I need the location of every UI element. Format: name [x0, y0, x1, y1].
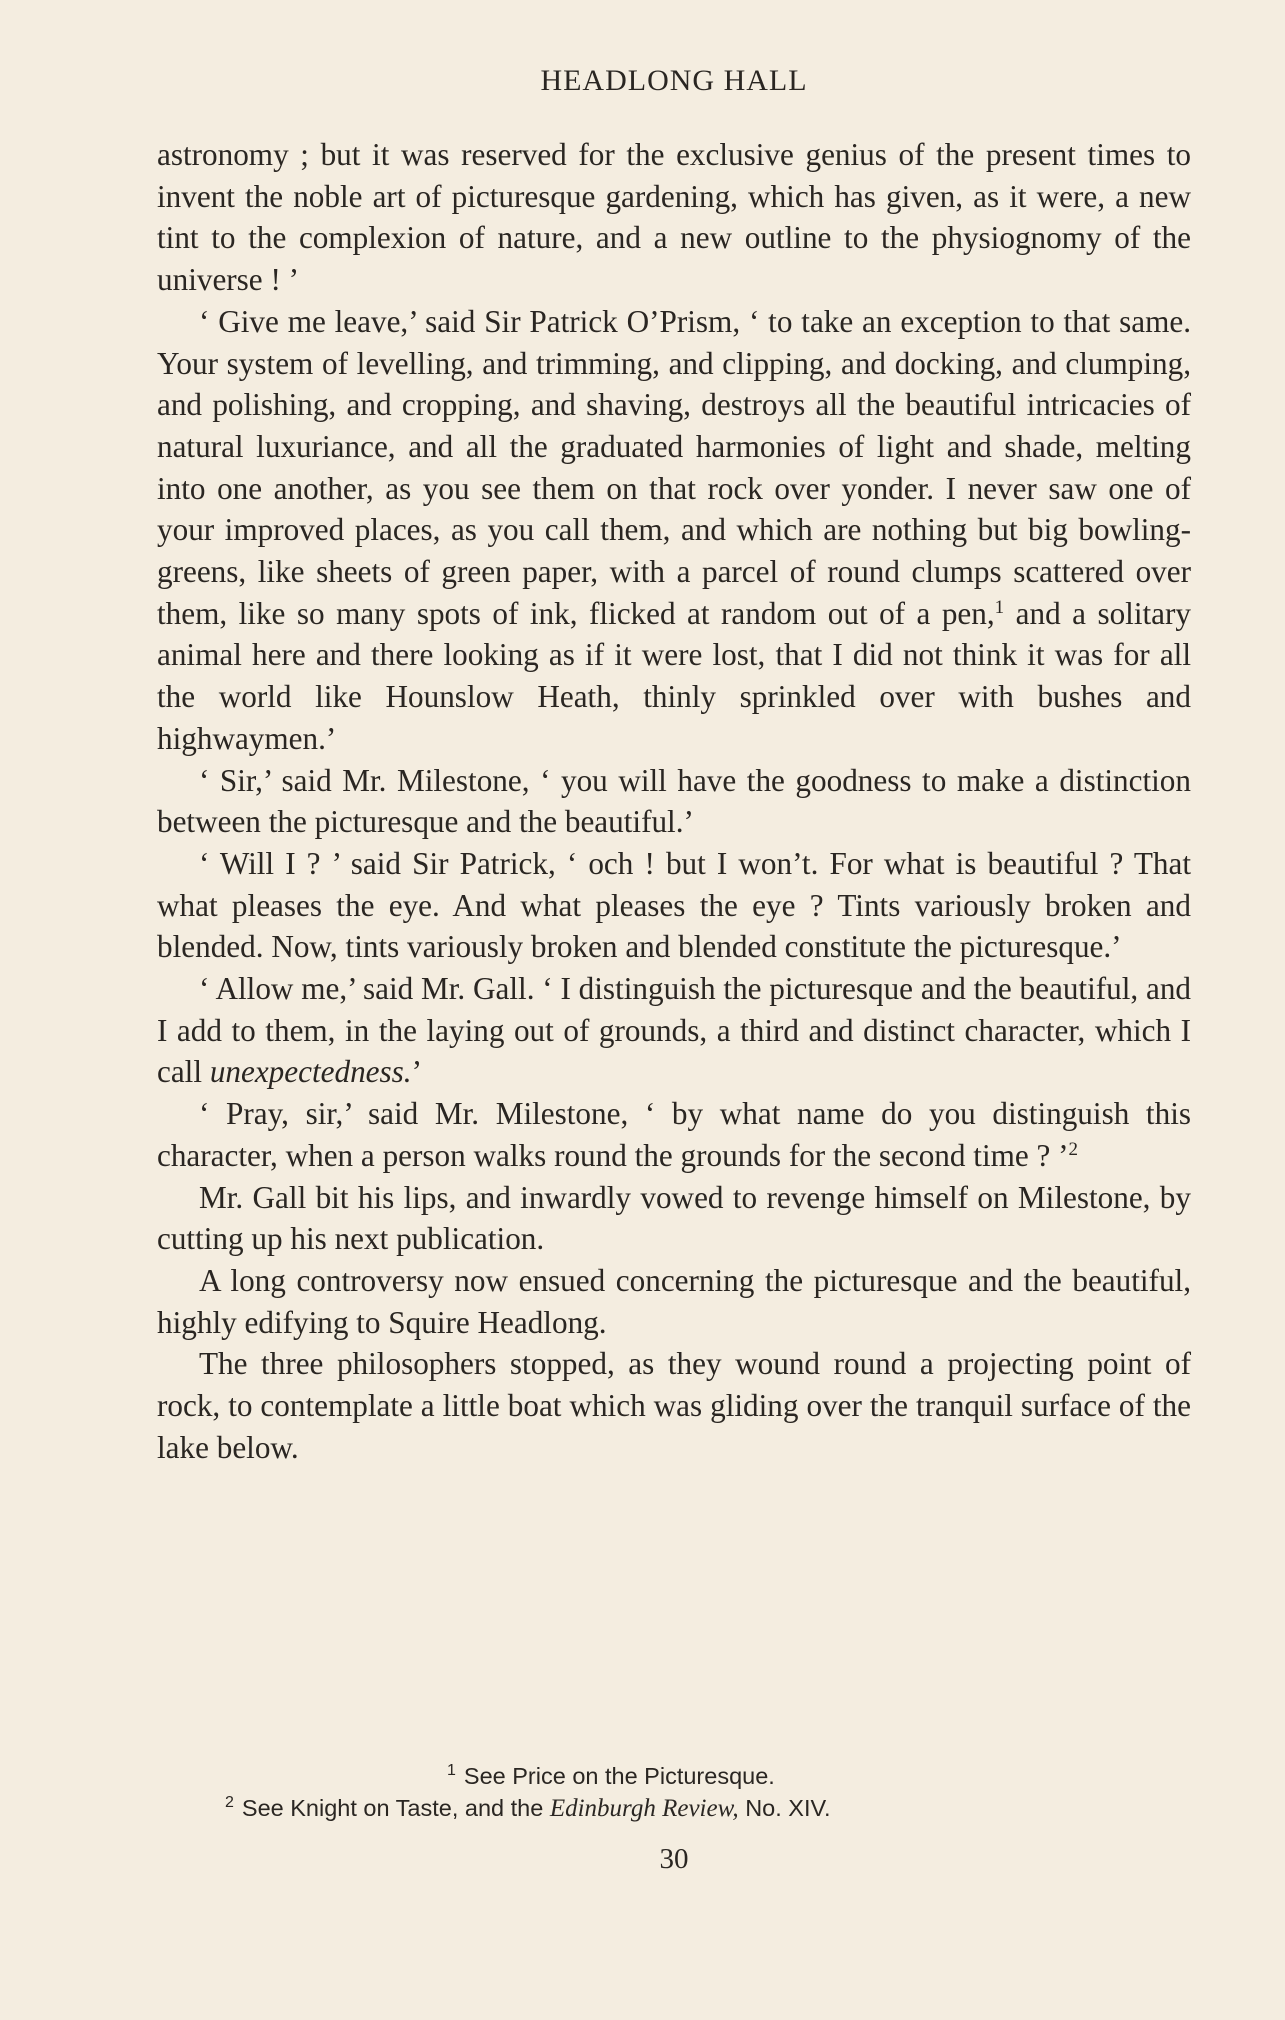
paragraph-5 — [157, 968, 1191, 1093]
running-head: HEADLONG HALL — [540, 64, 808, 97]
paragraph-7-text: Mr. Gall bit his lips, and inwardly vowed to revenge himself on Milestone, by cutting up his next publication. — [157, 1179, 1191, 1257]
footnote-2-text-a: See Knight on Taste, and the — [241, 1795, 550, 1821]
footnote-2-italic: Edinburgh Review, — [549, 1795, 739, 1822]
footnote-1 — [157, 1760, 1191, 1792]
footnotes — [157, 1760, 1191, 1825]
body-text — [157, 134, 1191, 1469]
paragraph-8-text: A long controversy now ensued concerning the picturesque and the beautiful, highly edifying to Squire Headlong. — [157, 1262, 1191, 1340]
paragraph-2 — [157, 301, 1191, 760]
paragraph-2-text-a: ‘ Give me leave,’ said Sir Patrick O’Prism, ‘ to take an exception to that same. Your system of levelling, and trimming, and clipping, and docking, and clumping, and polishing, and cropping, and shaving, destroys all the beautiful intricacies of natural luxuriance, and all the graduated harmonies of light and shade, melting into one another, as you see them on that rock over yonder. I never saw one of your improved places, as you call them, and which are nothing but big bowling-greens, like sheets of green paper, with a parcel of round clumps scattered over them, like so many spots of ink, flicked at random out of a pen, — [157, 303, 1191, 631]
paragraph-4-text: ‘ Will I ? ’ said Sir Patrick, ‘ och ! but I won’t. For what is beautiful ? That what pleases the eye. And what pleases the eye ? Tints variously broken and blended. Now, tints variously broken and blended constitute the picturesque.’ — [157, 845, 1191, 965]
footnote-2-mark: 2 — [225, 1794, 234, 1811]
paragraph-8 — [157, 1260, 1191, 1343]
paragraph-1 — [157, 134, 1191, 301]
paragraph-4 — [157, 843, 1191, 968]
paragraph-5-text-b: ’ — [411, 1054, 422, 1090]
footnote-ref-2: 2 — [1068, 1138, 1079, 1160]
paragraph-6-text: ‘ Pray, sir,’ said Mr. Milestone, ‘ by what name do you distinguish this character, when a person walks round the grounds for the second time ? ’ — [157, 1096, 1191, 1173]
paragraph-6 — [157, 1093, 1191, 1176]
paragraph-3-text: ‘ Sir,’ said Mr. Milestone, ‘ you will have the goodness to make a distinction between the picturesque and the beautiful.’ — [157, 762, 1191, 840]
paragraph-5-italic: unexpectedness. — [209, 1054, 412, 1090]
paragraph-3 — [157, 760, 1191, 843]
paragraph-1-text: astronomy ; but it was reserved for the exclusive genius of the present times to invent the noble art of picturesque gardening, which has given, as it were, a new tint to the complexion of nature, and a new outline to the physiognomy of the universe ! ’ — [157, 137, 1191, 298]
book-page — [157, 0, 1191, 2020]
page-number: 30 — [659, 1843, 689, 1875]
paragraph-5-text-a: ‘ Allow me,’ said Mr. Gall. ‘ I distinguish the picturesque and the beautiful, and I add to them, in the laying out of grounds, a third and distinct character, which I call — [157, 971, 1192, 1090]
footnote-1-text: See Price on the Picturesque. — [463, 1763, 775, 1789]
footnote-ref-1: 1 — [994, 596, 1005, 618]
paragraph-2-text-b: and a solitary animal here and there looking as if it were lost, that I did not think it was for all the world like Hounslow Heath, thinly sprinkled over with bushes and highwaymen.’ — [157, 595, 1192, 756]
footnote-1-mark: 1 — [447, 1762, 456, 1779]
paragraph-7 — [157, 1177, 1191, 1260]
paragraph-9-text: The three philosophers stopped, as they wound round a projecting point of rock, to contemplate a little boat which was gliding over the tranquil surface of the lake below. — [157, 1346, 1191, 1465]
footnote-2 — [157, 1792, 1191, 1825]
paragraph-9 — [157, 1343, 1191, 1468]
footnote-2-text-b: No. XIV. — [738, 1795, 831, 1821]
